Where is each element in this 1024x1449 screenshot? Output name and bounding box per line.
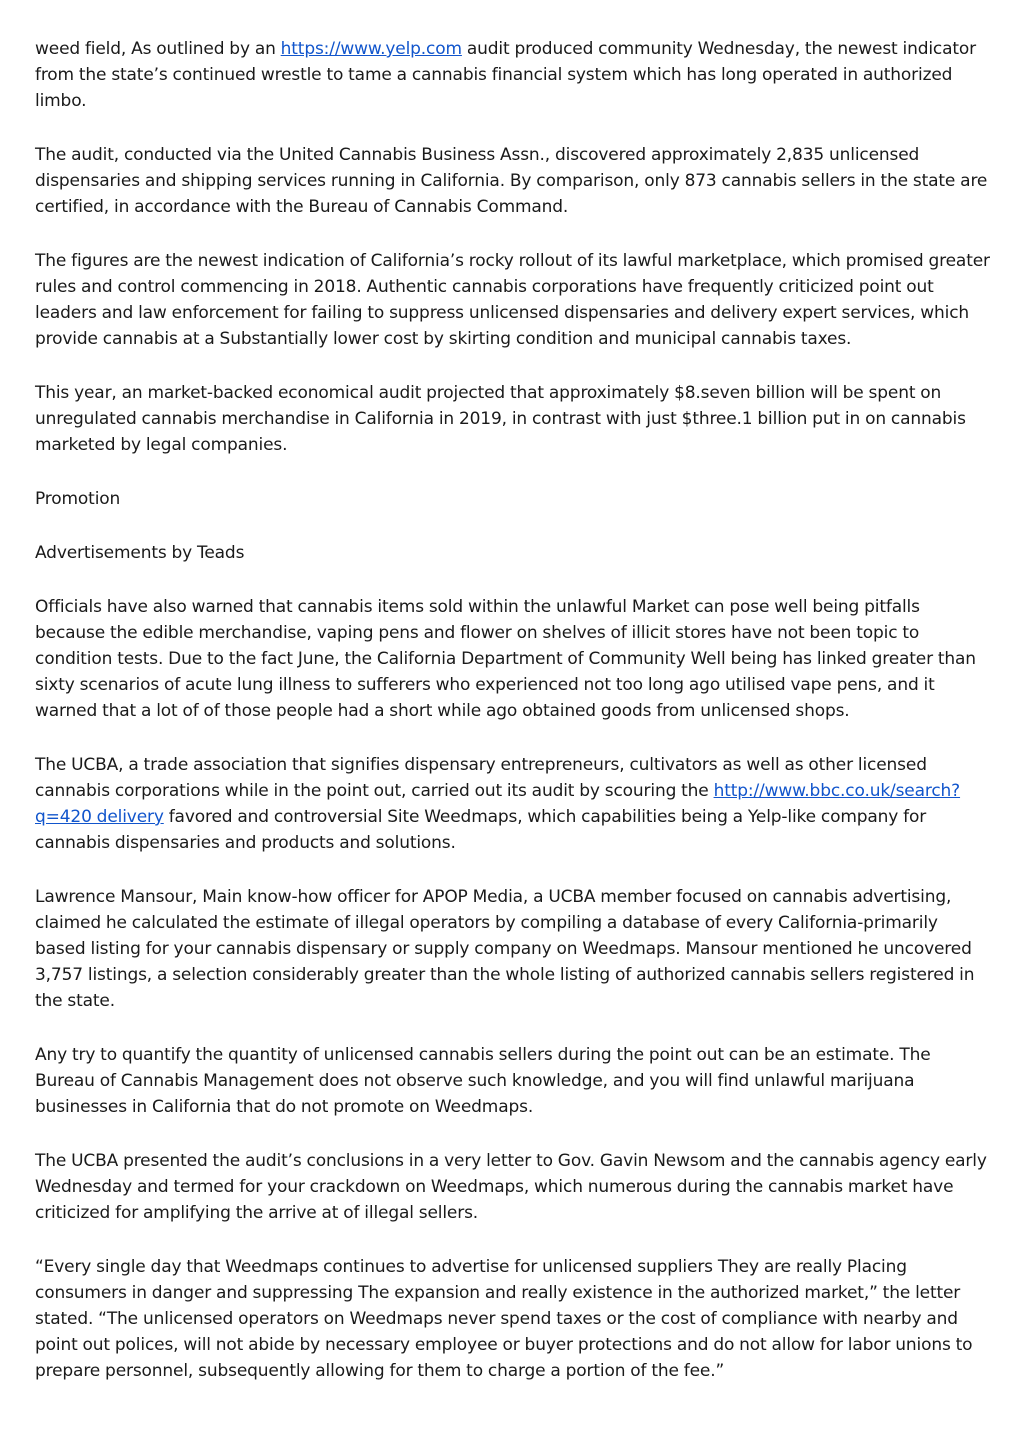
paragraph-ucba-audit — [35, 752, 991, 856]
paragraph-mansour: Lawrence Mansour, Main know-how officer for APOP Media, a UCBA member focused on cannabis advertising, claimed he calculated the estimate of illegal operators by compiling a database of every California-primarily based listing for your cannabis dispensary or supply company on Weedmaps. Mansour mentioned he uncovered 3,757 listings, a selection considerably greater than the whole listing of authorized cannabis sellers registered in the state. — [35, 887, 975, 1011]
paragraph-text: weed field, As outlined by an — [35, 39, 281, 59]
paragraph-text: The UCBA, a trade association that signifies dispensary entrepreneurs, cultivators as well as other licensed cannabis corporations while in the point out, carried out its audit by scouring the — [35, 755, 927, 801]
paragraph-text: favored and controversial Site Weedmaps, which capabilities being a Yelp-like company for cannabis dispensaries and products and solutions. — [35, 807, 927, 853]
bbc-search-link[interactable]: http://www.bbc.co.uk/search?q=420 delivery — [35, 781, 961, 827]
ads-by-teads-label: Advertisements by Teads — [35, 543, 245, 563]
paragraph-audit-findings: The audit, conducted via the United Cannabis Business Assn., discovered approximately 2,835 unlicensed dispensaries and shipping services running in California. By comparison, only 873 cannabis sellers in the state are certified, in accordance with the Bureau of Cannabis Command. — [35, 145, 988, 217]
paragraph-health-warnings: Officials have also warned that cannabis items sold within the unlawful Market can pose well being pitfalls because the edible merchandise, vaping pens and flower on shelves of illicit stores have not been topic to condition tests. Due to the fact June, the California Department of Community Well being has linked greater than sixty scenarios of acute lung illness to sufferers who experienced not too long ago utilised vape pens, and it warned that a lot of of those people had a short while ago obtained goods from unlicensed shops. — [35, 597, 976, 721]
paragraph-yelp-audit — [35, 36, 991, 114]
paragraph-rollout: The figures are the newest indication of California’s rocky rollout of its lawful marketplace, which promised greater rules and control commencing in 2018. Authentic cannabis corporations have frequently criticized point out leaders and law enforcement for failing to suppress unlicensed dispensaries and delivery expert services, which provide cannabis at a Substantially lower cost by skirting condition and municipal cannabis taxes. — [35, 251, 990, 349]
paragraph-text: audit produced community Wednesday, the newest indicator from the state’s continued wrestle to tame a cannabis financial system which has long operated in authorized limbo. — [35, 39, 976, 111]
paragraph-letter-newsom: The UCBA presented the audit’s conclusions in a very letter to Gov. Gavin Newsom and the cannabis agency early Wednesday and termed for your crackdown on Weedmaps, which numerous during the cannabis market have criticized for amplifying the arrive at of illegal sellers. — [35, 1151, 987, 1223]
document-page — [35, 36, 991, 1412]
paragraph-economic-audit: This year, an market-backed economical audit projected that approximately $8.seven billion will be spent on unregulated cannabis merchandise in California in 2019, in contrast with just $three.1 billion put in on cannabis marketed by legal companies. — [35, 383, 966, 455]
paragraph-estimate: Any try to quantify the quantity of unlicensed cannabis sellers during the point out can be an estimate. The Bureau of Cannabis Management does not observe such knowledge, and you will find unlawful marijuana businesses in California that do not promote on Weedmaps. — [35, 1045, 931, 1117]
promotion-label: Promotion — [35, 489, 121, 509]
yelp-link[interactable]: https://www.yelp.com — [280, 39, 462, 59]
paragraph-quote: “Every single day that Weedmaps continues to advertise for unlicensed suppliers They are really Placing consumers in danger and suppressing The expansion and really existence in the authorized market,” the letter stated. “The unlicensed operators on Weedmaps never spend taxes or the cost of compliance with nearby and point out polices, will not abide by necessary employee or buyer protections and do not allow for labor unions to prepare personnel, subsequently allowing for them to charge a portion of the fee.” — [35, 1257, 973, 1381]
